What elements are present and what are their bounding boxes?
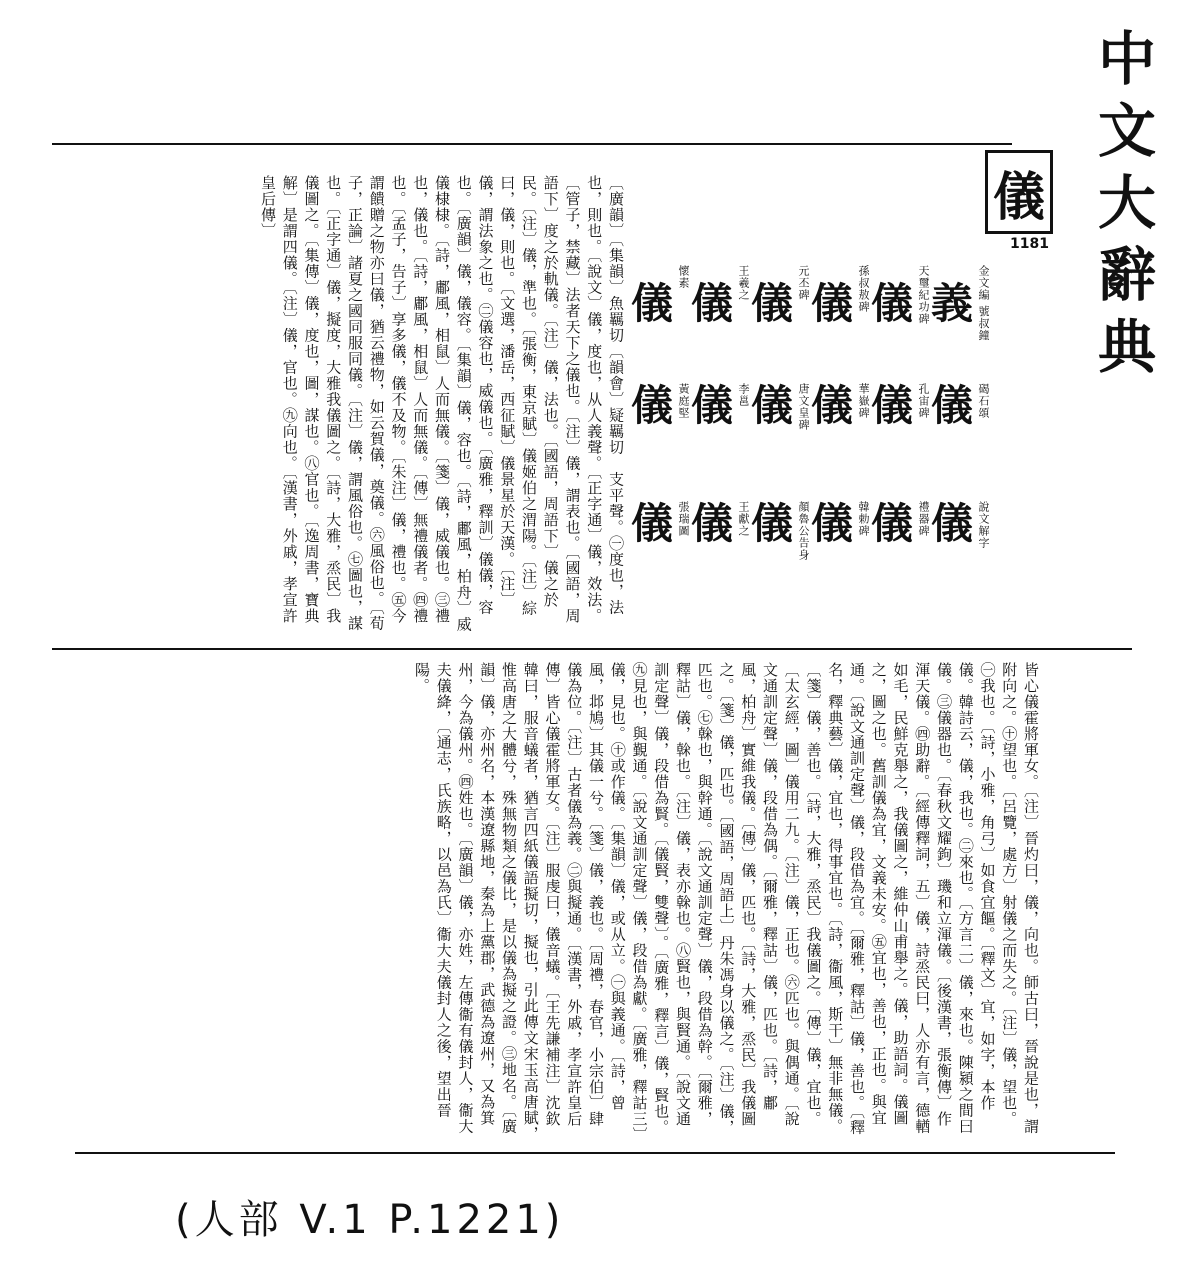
form-cell xyxy=(869,501,929,611)
form-cell xyxy=(749,501,809,611)
form-label: 唐文皇碑 xyxy=(797,383,810,431)
book-title: 中文大辭典 xyxy=(1088,28,1156,388)
form-glyph: 儀 xyxy=(811,381,854,430)
form-column xyxy=(869,265,929,610)
form-cell xyxy=(629,265,689,375)
form-label: 金文編 號叔鐘 xyxy=(977,265,990,342)
form-cell xyxy=(929,383,989,493)
form-glyph: 儀 xyxy=(811,499,854,548)
handwritten-note: (人部 V.1 P.1221) xyxy=(175,1197,565,1243)
top-rule xyxy=(52,143,1012,145)
form-glyph: 義 xyxy=(931,279,974,328)
form-cell xyxy=(749,265,809,375)
form-glyph: 儀 xyxy=(751,499,794,548)
form-glyph: 儀 xyxy=(811,279,854,328)
form-glyph: 儀 xyxy=(691,499,734,548)
form-cell xyxy=(689,501,749,611)
form-glyph: 儀 xyxy=(751,381,794,430)
form-glyph: 儀 xyxy=(931,499,974,548)
form-cell xyxy=(629,501,689,611)
form-glyph: 儀 xyxy=(631,499,674,548)
form-cell xyxy=(809,265,869,375)
form-label: 孔宙碑 xyxy=(917,383,930,419)
definition-text-upper: 〔廣韻〕〔集韻〕魚羈切〔韻會〕疑羈切 支平聲。㊀度也，法也，則也。〔說文〕儀，度也，从人義聲。〔正字通〕儀，效法。〔管子，禁藏〕法者天下之儀也。〔注〕儀，謂表也。〔國語，周語下〕度之於軌儀。〔注〕儀，法也。〔國語，周語下〕儀之於民。〔注〕儀，準也。〔張衡，東京賦〕儀姬伯之渭陽。〔注〕綜曰，儀，則也。〔文選，潘岳，西征賦〕儀景星於天漢。〔注〕儀，謂法象之也。㊁儀容也，威儀也。〔廣雅，釋訓〕儀儀，容也。〔廣韻〕儀，儀容。〔集韻〕儀，容也。〔詩，鄘風，柏舟〕威儀棣棣。〔詩，鄘風，相鼠〕人而無儀。〔箋〕儀，威儀也。㊂禮也，儀也。〔詩，鄘風，相鼠〕人而無儀。〔傳〕無禮儀者。㊃禮也。〔孟子，告子〕享多儀，儀不及物。〔朱注〕儀，禮也。㊄今謂饋贈之物亦曰儀，猶云禮物，如云賀儀，奠儀。㊅風俗也。〔荀子，正論〕諸夏之國同服同儀。〔注〕儀，謂風俗也。㊆圖也，謀也。〔正字通〕儀，擬度，大雅我儀圖之。〔詩，大雅，烝民〕我儀圖之。〔集傳〕儀，度也，圖，謀也。㊇官也。〔逸周書，寶典解〕是謂四儀。〔注〕儀，官也。㊈向也。〔漢書，外戚，孝宣許皇后傳〕 xyxy=(259,175,625,633)
form-glyph: 儀 xyxy=(871,381,914,430)
page-number: 1181 xyxy=(1010,236,1049,252)
head-character: 儀 xyxy=(992,166,1045,228)
form-label: 天璽紀功碑 xyxy=(917,265,930,325)
form-glyph: 儀 xyxy=(931,381,974,430)
head-character-box xyxy=(985,150,1053,234)
form-glyph: 儀 xyxy=(871,279,914,328)
form-cell xyxy=(809,383,869,493)
form-cell xyxy=(929,265,989,375)
form-column xyxy=(749,265,809,610)
form-label: 元丕碑 xyxy=(797,265,810,301)
form-cell xyxy=(809,501,869,611)
form-label: 孫叔敖碑 xyxy=(857,265,870,313)
form-glyph: 儀 xyxy=(691,279,734,328)
form-label: 王羲之 xyxy=(737,265,750,301)
form-label: 張瑞圖 xyxy=(677,501,690,537)
form-label: 王獻之 xyxy=(737,501,750,537)
form-label: 韓勅碑 xyxy=(857,501,870,537)
form-column xyxy=(689,265,749,610)
middle-rule xyxy=(52,648,1132,650)
form-glyph: 儀 xyxy=(631,279,674,328)
form-label: 顏魯公告身 xyxy=(797,501,810,561)
form-cell xyxy=(929,501,989,611)
form-glyph: 儀 xyxy=(871,499,914,548)
form-glyph: 儀 xyxy=(691,381,734,430)
form-cell xyxy=(689,265,749,375)
form-label: 李邕 xyxy=(737,383,750,407)
form-label: 禮器碑 xyxy=(917,501,930,537)
form-cell xyxy=(869,265,929,375)
form-column xyxy=(809,265,869,610)
form-glyph: 儀 xyxy=(631,381,674,430)
form-label: 懷素 xyxy=(677,265,690,289)
bottom-rule xyxy=(75,1152,1115,1154)
form-cell xyxy=(629,383,689,493)
form-cell xyxy=(749,383,809,493)
form-label: 黃庭堅 xyxy=(677,383,690,419)
form-cell xyxy=(869,383,929,493)
form-column xyxy=(629,265,689,610)
definition-text-lower: 皆心儀霍將軍女。〔注〕晉灼曰，儀，向也。師古曰，晉說是也，謂附向之。㊉望也。〔呂覽，處方〕射儀之而失之。〔注〕儀，望也。㊀我也。〔詩，小雅，角弓〕如食宜饇。〔釋文〕宜，如字，本作儀。韓詩云，儀，我也。㊁來也。〔方言二〕儀，來也。陳潁之間曰儀。㊂儀器也。〔春秋文耀鉤〕璣和立渾儀。〔後漢書，張衡傳〕作渾天儀。㊃助辭。〔經傳釋詞，五〕儀，詩烝民曰，人亦有言，德輶如毛，民鮮克舉之，我儀圖之，維仲山甫舉之。儀，助語詞。儀圖之，圖之也。舊訓儀為宜，文義未安。㊄宜也，善也，正也。與宜通。〔說文通訓定聲〕儀，段借為宜。〔爾雅，釋詁〕儀，善也。〔釋名，釋典藝〕儀，宜也，得事宜也。〔詩，衞風，斯干〕無非無儀。〔箋〕儀，善也。〔詩，大雅，烝民〕我儀圖之。〔傳〕儀，宜也。〔太玄經，圖〕儀用二九。〔注〕儀，正也。㊅匹也。與偶通。〔說文通訓定聲〕儀，段借為偶。〔爾雅，釋詁〕儀，匹也。〔詩，鄘風，柏舟〕實維我儀。〔傳〕儀，匹也。〔詩，大雅，烝民〕我儀圖之。〔箋〕儀，匹也。〔國語，周語上〕丹朱馮身以儀之。〔注〕儀，匹也。㊆榦也，與幹通。〔說文通訓定聲〕儀，段借為幹。〔爾雅，釋詁〕儀，榦也。〔注〕儀，表亦榦也。㊇賢也，與賢通。〔說文通訓定聲〕儀，段借為賢。〔儀賢，雙聲〕。〔廣雅，釋言〕儀，賢也。㊈見也，與覲通。〔說文通訓定聲〕儀，段借為獻。〔廣雅，釋詁三〕儀，見也。㊉或作儀。〔集韻〕儀，或从立。㊀與義通。〔詩，曾風，邶鳩〕其儀一兮。〔箋〕儀，義也。〔周禮，春官，小宗伯〕肆儀為位。〔注〕古者儀為義。㊁與擬通。〔漢書，外戚，孝宣許皇后傳〕皆心儀霍將軍女。〔注〕服虔曰，儀音蟻。〔王先謙補注〕沈欽韓曰，服音蟻者，猶言四紙儀語擬切，擬也，引此傳文宋玉高唐賦，惟高唐之大體兮，殊無物類之儀比，是以儀為擬之證。㊂地名。〔廣韻〕儀，亦州名，本漢遼縣地，秦為上黨郡，武德為遼州，又為箕州，今為儀州。㊃姓也。〔廣韻〕儀，亦姓，左傳衞有儀封人，衞大夫儀絳，〔通志，氏族略，以邑為氏〕衞大夫儀封人之後，望出晉陽。 xyxy=(413,662,1040,1142)
form-label: 碣石頌 xyxy=(977,383,990,419)
form-column xyxy=(929,265,989,610)
form-cell xyxy=(689,383,749,493)
form-label: 說文解字 xyxy=(977,501,990,549)
form-label: 華嶽碑 xyxy=(857,383,870,419)
form-glyph: 儀 xyxy=(751,279,794,328)
